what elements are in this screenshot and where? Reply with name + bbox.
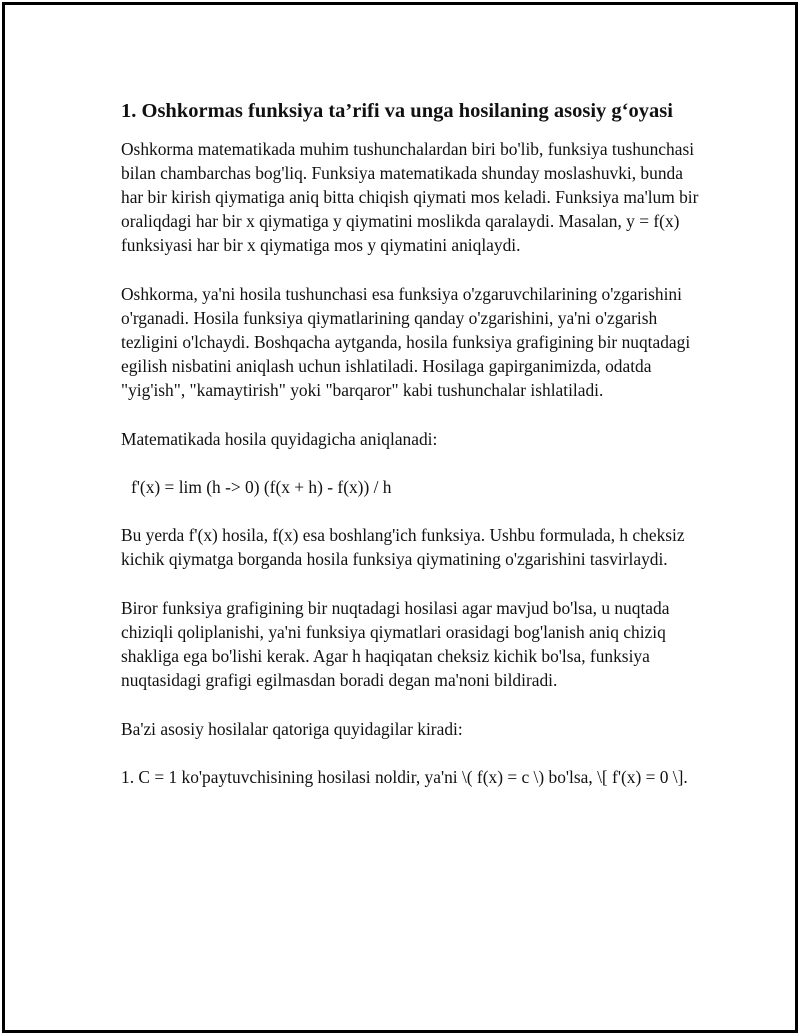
- document-title: 1. Oshkormas funksiya ta’rifi va unga hosilaning asosiy g‘oyasi: [121, 100, 673, 122]
- paragraph-definition-lead: Matematikada hosila quyidagicha aniqlanadi:: [121, 429, 438, 449]
- paragraph-basic-derivatives-lead: Ba'zi asosiy hosilalar qatoriga quyidagilar kiradi:: [121, 719, 463, 739]
- list-item-constant-derivative: 1. C = 1 ko'paytuvchisining hosilasi noldir, ya'ni \( f(x) = c \) bo'lsa, \[ f'(x) = 0 \].: [121, 767, 688, 787]
- derivative-formula: f'(x) = lim (h -> 0) (f(x + h) - f(x)) / h: [131, 477, 392, 497]
- paragraph-formula-explanation: Bu yerda f'(x) hosila, f(x) esa boshlang'ich funksiya. Ushbu formulada, h cheksiz kichik qiymatga borganda hosila funksiya qiymatining o'zgarishini tasvirlaydi.: [121, 525, 685, 569]
- page-frame: [2, 2, 798, 1033]
- paragraph-intro: Oshkorma matematikada muhim tushunchalardan biri bo'lib, funksiya tushunchasi bilan chambarchas bog'liq. Funksiya matematikada shunday moslashuvki, bunda har bir kirish qiymatiga aniq bitta chiqish qiymati mos keladi. Funksiya ma'lum bir oraliqdagi har bir x qiymatiga y qiymatini moslikda qaralaydi. Masalan, y = f(x) funksiyasi har bir x qiymatiga mos y qiymatini aniqlaydi.: [121, 139, 699, 255]
- document-body: [121, 97, 701, 814]
- paragraph-derivative-concept: Oshkorma, ya'ni hosila tushunchasi esa funksiya o'zgaruvchilarining o'zgarishini o'rganadi. Hosila funksiya qiymatlarining qanday o'zgarishini, ya'ni o'zgarish tezligini o'lchaydi. Boshqacha aytganda, hosila funksiya grafigining bir nuqtadagi egilish nisbatini aniqlash uchun ishlatiladi. Hosilaga gapirganimizda, odatda "yig'ish", "kamaytirish" yoki "barqaror" kabi tushunchalar ishlatiladi.: [121, 284, 691, 400]
- paragraph-graph-derivative: Biror funksiya grafigining bir nuqtadagi hosilasi agar mavjud bo'lsa, u nuqtada chiziqli qoliplanishi, ya'ni funksiya qiymatlari orasidagi bog'lanish aniq chiziq shakliga ega bo'lishi kerak. Agar h haqiqatan cheksiz kichik bo'lsa, funksiya nuqtasidagi grafigi egilmasdan boradi degan ma'noni bildiradi.: [121, 598, 670, 690]
